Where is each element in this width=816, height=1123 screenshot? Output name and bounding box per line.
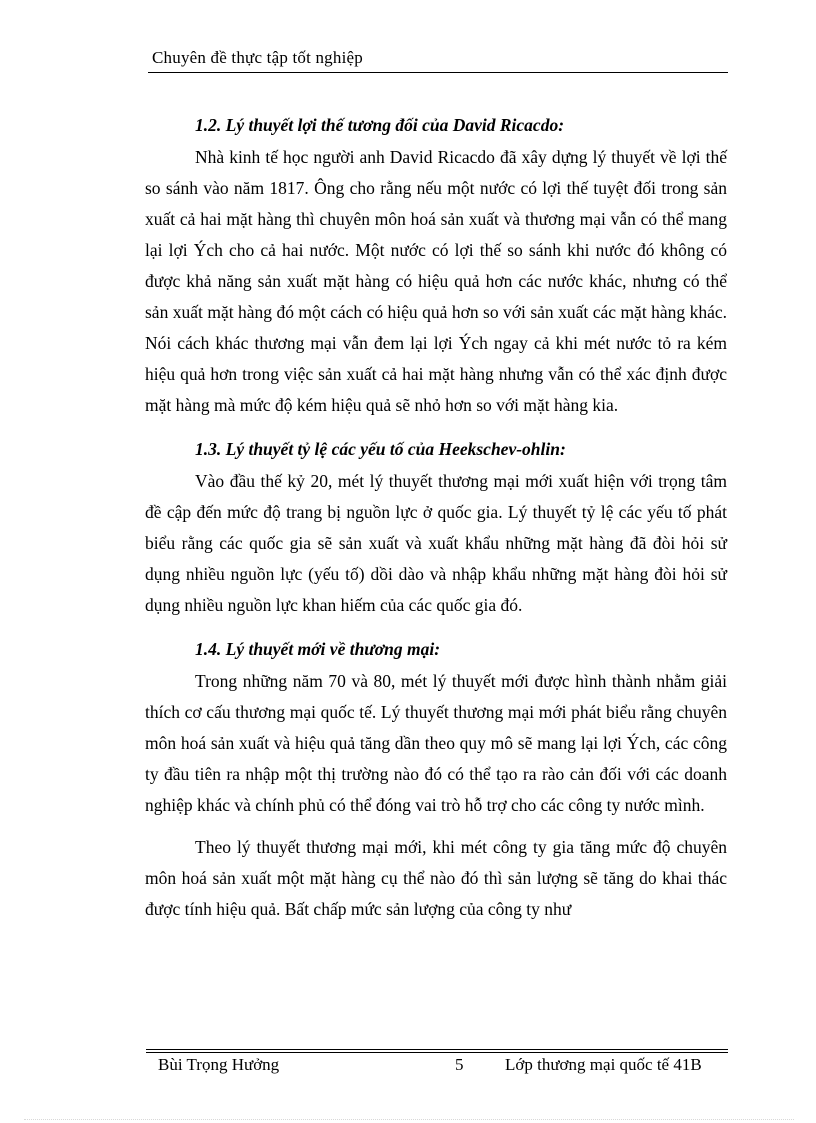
- paragraph: Theo lý thuyết thương mại mới, khi mét công ty gia tăng mức độ chuyên môn hoá sản xuất một mặt hàng cụ thể nào đó thì sản lượng sẽ tăng do khai thác được tính hiệu quả. Bất chấp mức sản lượng của công ty như: [145, 837, 727, 919]
- page-number: 5: [455, 1055, 464, 1074]
- document-body: [145, 108, 727, 925]
- section-heading-1-3: 1.3. Lý thuyết tỷ lệ các yếu tố của Heekschev-ohlin:: [195, 439, 566, 459]
- footer-class-name: Lớp thương mại quốc tế 41B: [505, 1055, 702, 1074]
- footer-divider: [146, 1049, 728, 1050]
- section-heading-1-2: 1.2. Lý thuyết lợi thế tương đối của David Ricacdo:: [195, 115, 565, 135]
- page-edge-divider: [24, 1119, 794, 1120]
- paragraph: Nhà kinh tế học người anh David Ricacdo đã xây dựng lý thuyết về lợi thế so sánh vào năm 1817. Ông cho rằng nếu một nước có lợi thế tuyệt đối trong sản xuất cả hai mặt hàng thì chuyên môn hoá sản xuất và thương mại vẫn có thể mang lại lợi Ých cho cả hai nước. Một nước có lợi thế so sánh khi nước đó không có được khả năng sản xuất mặt hàng có hiệu quả hơn các nước khác, nhưng có thể sản xuất mặt hàng đó một cách có hiệu quả hơn so với sản xuất các mặt hàng khác. Nói cách khác thương mại vẫn đem lại lợi Ých ngay cả khi mét nước tỏ ra kém hiệu quả hơn trong việc sản xuất cả hai mặt hàng nhưng vẫn có thể xác định được mặt hàng mà mức độ kém hiệu quả sẽ nhỏ hơn so với mặt hàng kia.: [145, 147, 727, 415]
- section-heading-1-4: 1.4. Lý thuyết mới về thương mại:: [195, 639, 441, 659]
- paragraph: Trong những năm 70 và 80, mét lý thuyết mới được hình thành nhằm giải thích cơ cấu thương mại quốc tế. Lý thuyết thương mại mới phát biểu rằng chuyên môn hoá sản xuất và hiệu quả tăng dần theo quy mô sẽ mang lại lợi Ých, các công ty đầu tiên ra nhập một thị trường nào đó có thể tạo ra rào cản đối với các doanh nghiệp khác và chính phủ có thể đóng vai trò hỗ trợ cho các công ty nước mình.: [145, 671, 727, 815]
- footer-divider-double: [146, 1052, 728, 1053]
- header-divider: [148, 72, 728, 73]
- header-title: Chuyên đề thực tập tốt nghiệp: [152, 48, 363, 67]
- paragraph: Vào đầu thế kỷ 20, mét lý thuyết thương mại mới xuất hiện với trọng tâm đề cập đến mức độ trang bị nguồn lực ở quốc gia. Lý thuyết tỷ lệ các yếu tố phát biểu rằng các quốc gia sẽ sản xuất và xuất khẩu những mặt hàng đã đòi hỏi sử dụng nhiều nguồn lực (yếu tố) dồi dào và nhập khẩu những mặt hàng đòi hỏi sử dụng nhiều nguồn lực khan hiếm của các quốc gia đó.: [145, 471, 727, 615]
- footer-author: Bùi Trọng Hưởng: [158, 1055, 280, 1074]
